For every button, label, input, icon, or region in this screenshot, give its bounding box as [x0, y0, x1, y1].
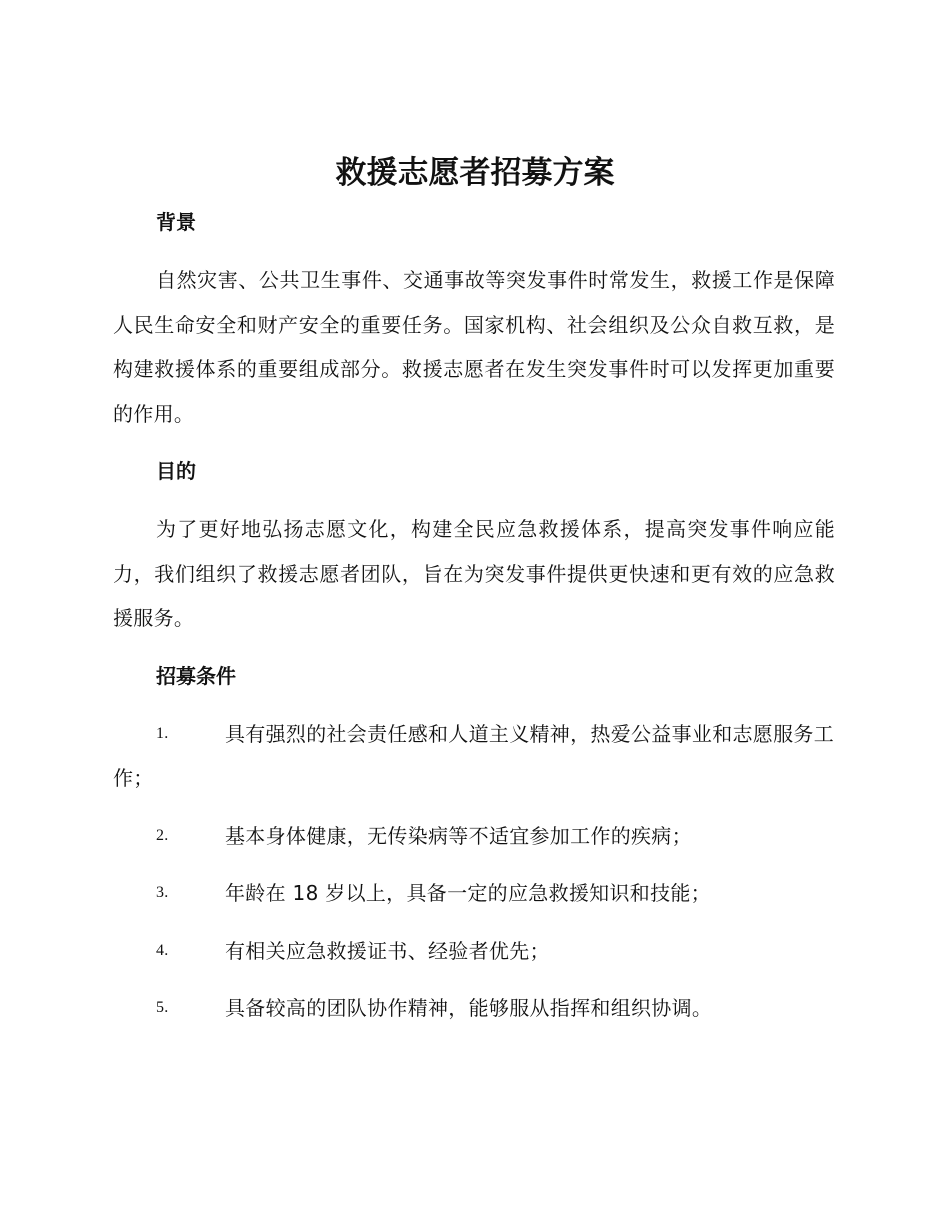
section-heading-background: 背景 [156, 210, 196, 234]
list-item-number: 5. [156, 999, 169, 1016]
section-heading-purpose: 目的 [156, 459, 196, 483]
list-item [113, 986, 835, 1031]
list-item-number: 4. [156, 941, 169, 959]
list-item-number: 3. [156, 884, 169, 901]
document-body [113, 200, 835, 1044]
background-paragraph: 自然灾害、公共卫生事件、交通事故等突发事件时常发生，救援工作是保障人民生命安全和财产安全的重要任务。国家机构、社会组织及公众自救互救，是构建救援体系的重要组成部分。救援志愿者在发生突发事件时可以发挥更加重要的作用。 [113, 268, 835, 426]
list-item [113, 871, 835, 916]
list-item-text: 有相关应急救援证书、经验者优先； [225, 938, 550, 963]
section-heading-requirements: 招募条件 [156, 663, 236, 688]
list-item [113, 929, 835, 974]
list-item-text: 具有强烈的社会责任感和人道主义精神，热爱公益事业和志愿服务工作； [113, 721, 834, 790]
list-item-text: 年龄在 18 岁以上，具备一定的应急救援知识和技能； [225, 881, 711, 905]
list-item [113, 712, 835, 801]
list-item-number: 1. [156, 724, 169, 742]
list-item-number: 2. [156, 826, 169, 844]
list-item-text: 具备较高的团队协作精神，能够服从指挥和组织协调。 [225, 996, 713, 1020]
purpose-paragraph: 为了更好地弘扬志愿文化，构建全民应急救援体系，提高突发事件响应能力，我们组织了救援志愿者团队，旨在为突发事件提供更快速和更有效的应急救援服务。 [113, 517, 835, 630]
list-item [113, 814, 835, 859]
document-title: 救援志愿者招募方案 [335, 155, 615, 191]
list-item-text: 基本身体健康，无传染病等不适宜参加工作的疾病； [225, 823, 692, 848]
requirements-list [113, 712, 835, 1031]
